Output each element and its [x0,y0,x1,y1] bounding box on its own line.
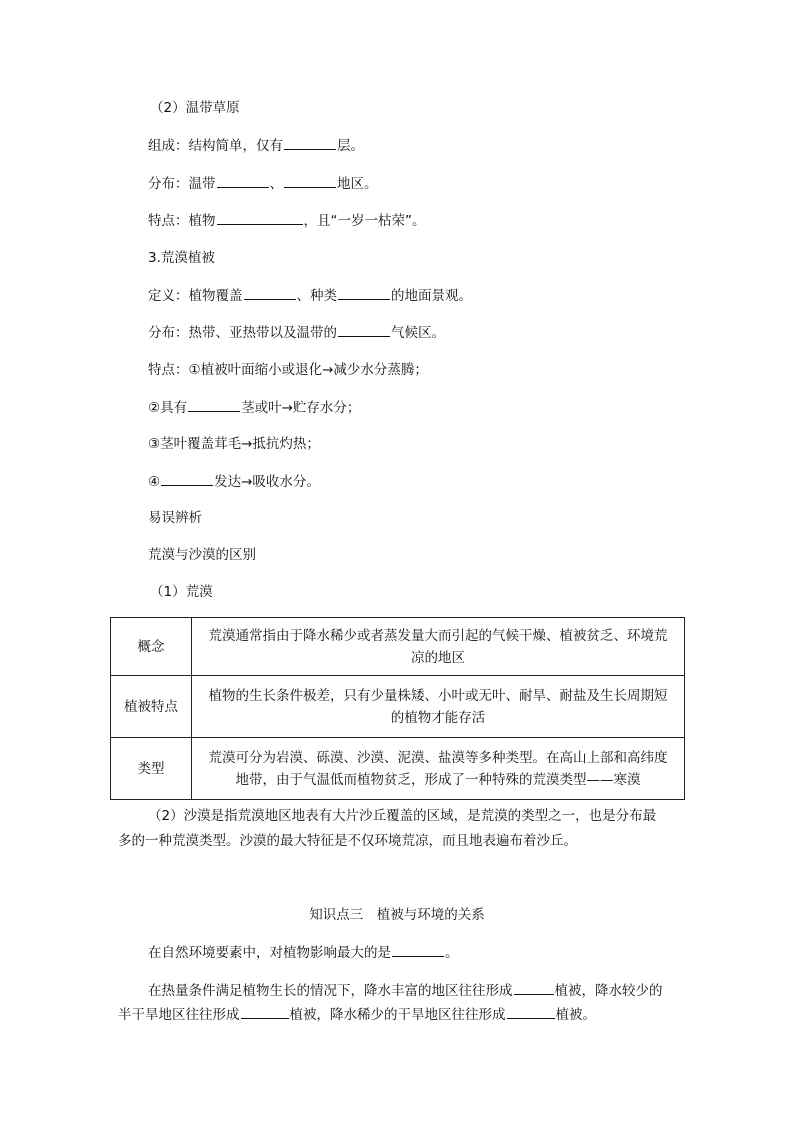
feature-text: 特点：植物 [148,213,216,229]
feature-text: ②具有 [148,400,188,416]
fill-blank[interactable] [338,285,390,300]
fill-blank[interactable] [241,1004,289,1019]
fill-blank[interactable] [188,397,240,412]
knowledge-point-title: 知识点三 植被与环境的关系 [309,907,485,923]
definition-text: 定义：植物覆盖 [148,288,243,304]
question-text-mid: 植被，降水较少的 [554,983,663,999]
desert-feature-4 [148,471,320,492]
question-text: 半干旱地区往往形成 [118,1007,240,1023]
desert-feature-2 [148,397,360,418]
fill-blank[interactable] [284,173,336,188]
fill-blank[interactable] [392,942,444,957]
fill-blank[interactable] [217,173,269,188]
table-text-line: 的植物才能存活 [390,709,486,726]
question-1 [148,942,459,963]
fill-blank[interactable] [507,1004,555,1019]
desert-feature-3: ③茎叶覆盖茸毛→抵抗灼热； [148,436,320,452]
question-text: 在热量条件满足植物生长的情况下，降水丰富的地区往往形成 [148,983,513,999]
grassland-feature [148,210,426,231]
feature-text-end: ，且“一岁一枯荣”。 [303,213,426,229]
distribution-text-end: 气候区。 [391,325,445,341]
feature-text-end: 发达→吸收水分。 [214,474,320,490]
composition-text: 组成：结构简单，仅有 [148,138,283,154]
table-text-line: 荒漠通常指由于降水稀少或者蒸发量大而引起的气候干燥、植被贫乏、环境荒 [208,627,668,644]
fill-blank[interactable] [338,322,390,337]
desert-info-table [110,617,685,800]
note-item-1: （1）荒漠 [150,584,213,600]
feature-text: ④ [148,474,161,490]
table-text-line: 地带，由于气温低而植物贫乏，形成了一种特殊的荒漠类型——寒漠 [235,771,641,788]
grassland-heading: （2）温带草原 [150,100,240,116]
table-row [111,618,685,676]
definition-text-mid: 、种类 [296,288,337,304]
fill-blank[interactable] [161,471,213,486]
distribution-text: 分布：温带 [148,176,216,192]
note-subtitle: 荒漠与沙漠的区别 [148,547,256,563]
table-row-body [192,618,685,676]
table-row-body [192,738,685,800]
desert-heading: 3.荒漠植被 [148,250,215,266]
table-row-body [192,676,685,738]
note-title: 易误辨析 [148,510,202,526]
table-row-head: 类型 [111,738,192,800]
separator-text: 、 [269,176,283,192]
table-text-line: 荒漠可分为岩漠、砾漠、沙漠、泥漠、盐漠等多种类型。在高山上部和高纬度 [208,749,668,766]
distribution-text-end: 地区。 [337,176,378,192]
feature-text-end: 茎或叶→贮存水分； [241,400,361,416]
question-text-mid: 植被，降水稀少的干旱地区往往形成 [289,1007,506,1023]
note-item-2-line-1: （2）沙漠是指荒漠地区地表有大片沙丘覆盖的区域，是荒漠的类型之一，也是分布最 [148,808,657,824]
table-row-head: 概念 [111,618,192,676]
question-text-end: 。 [445,945,459,961]
note-item-2-line-2: 多的一种荒漠类型。沙漠的最大特征是不仅环境荒凉，而且地表遍布着沙丘。 [118,833,577,849]
table-row-head: 植被特点 [111,676,192,738]
question-text: 在自然环境要素中，对植物影响最大的是 [148,945,391,961]
table-row [111,676,685,738]
question-2-line-2 [118,1004,596,1025]
grassland-composition [148,135,364,156]
table-row [111,738,685,800]
desert-feature-1: 特点：①植被叶面缩小或退化→减少水分蒸腾； [148,362,428,378]
desert-definition [148,285,472,306]
question-text-end: 植被。 [555,1007,596,1023]
fill-blank[interactable] [217,210,303,225]
composition-text-end: 层。 [337,138,364,154]
table-text-line: 植物的生长条件极差，只有少量株矮、小叶或无叶、耐旱、耐盐及生长周期短 [208,687,668,704]
table-text-line: 凉的地区 [411,649,465,666]
grassland-distribution [148,173,378,194]
desert-distribution [148,322,445,343]
definition-text-end: 的地面景观。 [391,288,472,304]
fill-blank[interactable] [244,285,296,300]
distribution-text: 分布：热带、亚热带以及温带的 [148,325,337,341]
question-2-line-1 [148,980,663,1001]
fill-blank[interactable] [514,980,554,995]
fill-blank[interactable] [284,135,336,150]
